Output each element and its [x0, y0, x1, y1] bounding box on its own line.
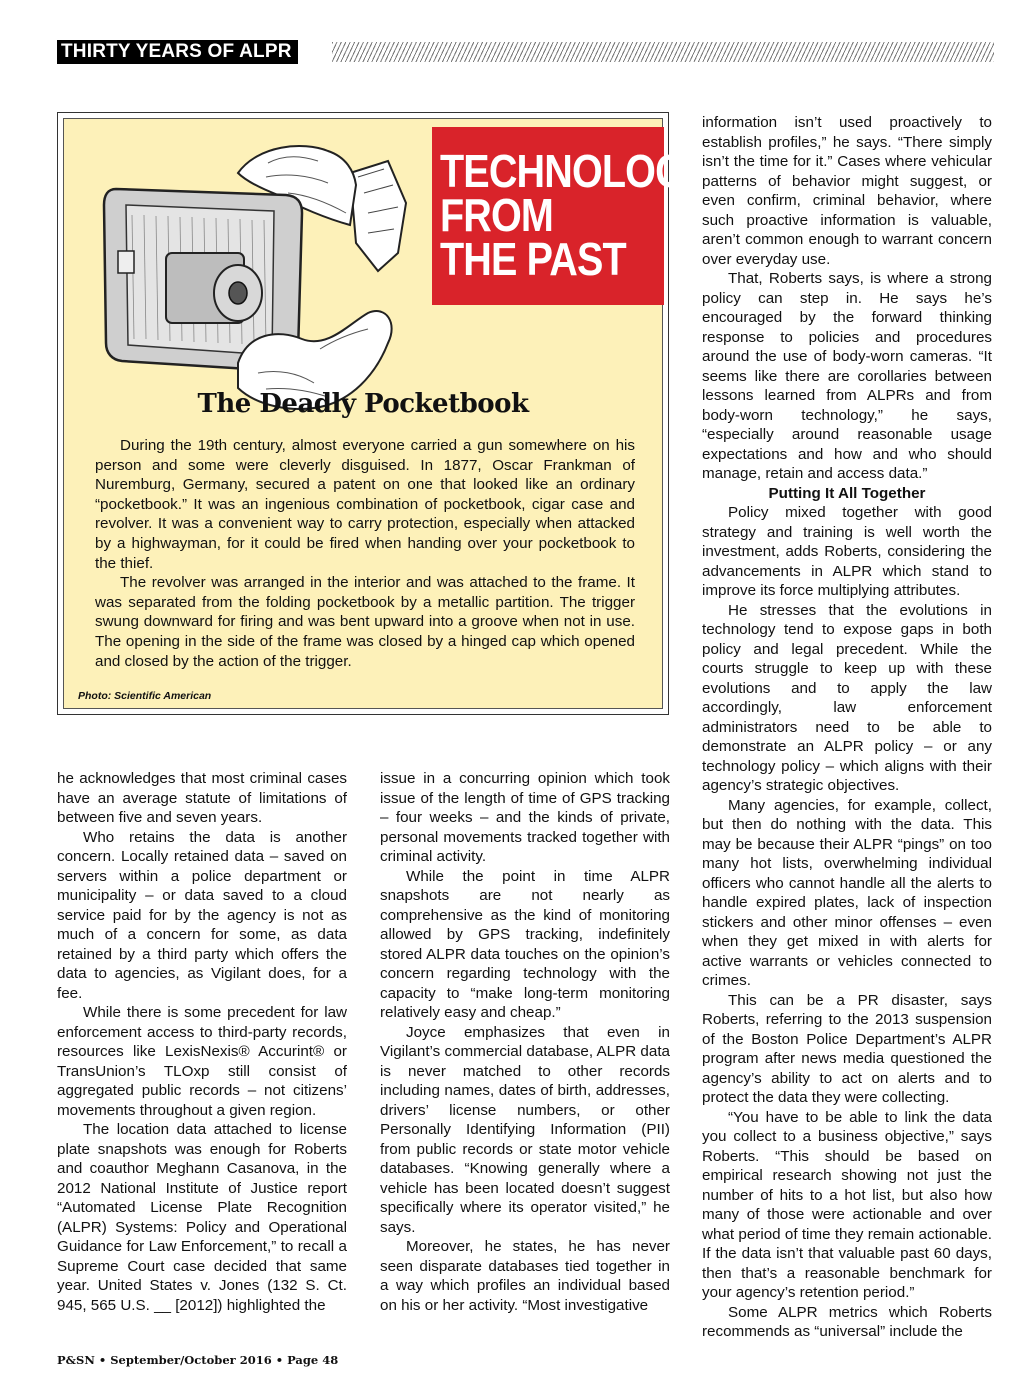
page-footer: P&SN • September/October 2016 • Page 48 — [57, 1353, 339, 1367]
banner-line: TECHNOLOGY — [440, 145, 711, 197]
sidebar-paragraph: During the 19th century, almost everyone carried a gun somewhere on his person and some were cleverly disguised. In 1877, Oscar Frankman of Nuremburg, Germany, secured a patent on one that looked like an ordinary “pocketbook.” It was an ingenious combination of pocketbook, cigar case and revolver. It was a convenient way to carry protection, especially when attacked by a highwayman, for it could be fired when handing over your pocketbook to the thief. — [95, 437, 635, 572]
article-paragraph: Who retains the data is another concern. Locally retained data – saved on servers within a police department or municipality – or data saved to a cloud service paid for by the agency is not as much of a concern for some, as data retained by a third party which offers the data to agencies, as Vigilant does, for a fee. — [57, 828, 347, 1002]
article-paragraph: information isn’t used proactively to establish profiles,” he says. “There simply isn’t the time for it.” Cases where vehicular patterns of behavior might suggest, or even confirm, criminal behavior, where such proactive information is valuable, aren’t common enough to warrant concern over everyday use. — [702, 114, 992, 268]
article-paragraph: issue in a concurring opinion which took issue of the length of time of GPS tracking – four weeks – and the kinds of private, personal movements tracked together with criminal activity. — [380, 770, 670, 865]
article-paragraph: While the point in time ALPR snapshots are not nearly as comprehensive as the kind of monitoring allowed by GPS tracking, indefinitely stored ALPR data touches on the opinion’s concern regarding technology with the capacity to “make long-term monitoring relatively easy and cheap.” — [380, 867, 670, 1021]
section-header-label: THIRTY YEARS OF ALPR — [57, 40, 298, 64]
article-paragraph: Joyce emphasizes that even in Vigilant’s commercial database, ALPR data is never matched to other records including names, dates of birth, addresses, drivers’ license numbers, or other Personally Identifying Information (PII) from public records or state motor vehicle databases. “Knowing generally where a vehicle has been located doesn’t suggest specifically where its operator visited,” he says. — [380, 1023, 670, 1236]
article-paragraph: Moreover, he states, he has never seen disparate databases tied together in a way which profiles an individual based on his or her activity. “Most investigative — [380, 1238, 670, 1314]
article-paragraph: “You have to be able to link the data you collect to a business objective,” says Roberts. “This should be based on empirical research showing not just the number of hits to a hot list, but also how many of those were actionable and over what period of time they remain actionable. If the data isn’t that valuable past 60 days, then that’s a reasonable benchmark for your agency’s retention period.” — [702, 1108, 992, 1301]
article-paragraph: While there is some precedent for law enforcement access to third-party records, resources like LexisNexis® Accurint® or TransUnion’s TLOxp still consist of aggregated public records – not citizens’ movements throughout a given region. — [57, 1004, 347, 1119]
article-paragraph: The location data attached to license plate snapshots was enough for Roberts and coauthor Meghann Casanova, in the 2012 National Institute of Justice report “Automated License Plate Recognition (ALPR) Systems: Policy and Operational Guidance for Law Enforcement,” to recall a Supreme Court case decided that same year. United States v. Jones (132 S. Ct. 945, 565 U.S. __ [2012]) highlighted the — [57, 1121, 347, 1314]
banner-line: FROM — [440, 189, 554, 241]
article-column-2 — [380, 769, 670, 1315]
sidebar-title: The Deadly Pocketbook — [197, 389, 529, 419]
header-hatch-decoration — [332, 42, 994, 62]
sidebar-inner — [63, 118, 711, 709]
technology-from-the-past-banner — [432, 127, 711, 305]
photo-credit: Photo: Scientific American — [78, 690, 212, 702]
sidebar-box — [57, 112, 711, 715]
article-column-1 — [57, 769, 347, 1315]
sidebar-paragraph: The revolver was arranged in the interior and was attached to the frame. It was separated from the folding pocketbook by a metallic partition. The trigger swung downward for firing and was bent upward into a groove when not in use. The opening in the side of the frame was closed by a hinged cap which opened and closed by the action of the trigger. — [95, 574, 635, 670]
section-subhead: Putting It All Together — [768, 484, 926, 502]
article-paragraph: he acknowledges that most criminal cases have an average statute of limitations of between five and seven years. — [57, 770, 347, 826]
sidebar-body — [95, 436, 635, 671]
section-header — [57, 40, 994, 64]
pocketbook-revolver-illustration — [88, 133, 410, 413]
article-column-3 — [702, 113, 992, 1342]
article-paragraph: Policy mixed together with good strategy and training is well worth the investment, adds Roberts, considering the advancements in ALPR which stand to improve its force multiplying attributes. — [702, 504, 992, 599]
banner-line: THE PAST — [440, 233, 626, 285]
article-paragraph: This can be a PR disaster, says Roberts, referring to the 2013 suspension of the Boston Police Department’s ALPR program after news media questioned the agency’s ability to act on alerts and to protect the data they were collecting. — [702, 991, 992, 1106]
article-paragraph: Some ALPR metrics which Roberts recommends as “universal” include the — [702, 1303, 992, 1340]
article-paragraph: He stresses that the evolutions in technology tend to expose gaps in both policy and legal precedent. While the courts struggle to keep up with these evolutions and to apply the law accordingly, law enforcement administrators need to be able to demonstrate an ALPR policy – or any technology policy – which aligns with their agency’s strategic objectives. — [702, 601, 992, 794]
article-paragraph: That, Roberts says, is where a strong policy can step in. He says he’s encouraged by the forward thinking response to policies and procedures around the use of body-worn cameras. “It seems like there are corollaries between lessons learned from ALPRs and from body-worn technology,” he says, “especially around reasonable usage expectations and how and who should manage, retain and access data.” — [702, 270, 992, 482]
article-paragraph: Many agencies, for example, collect, but then do nothing with the data. This may be because their ALPR “pings” on too many hot lists, overwhelming individual officers who cannot handle all the alerts to handle expired plates, lack of inspection stickers and other minor offenses – even when they get mixed in with alerts for active warrants or vehicles connected to crimes. — [702, 796, 992, 989]
